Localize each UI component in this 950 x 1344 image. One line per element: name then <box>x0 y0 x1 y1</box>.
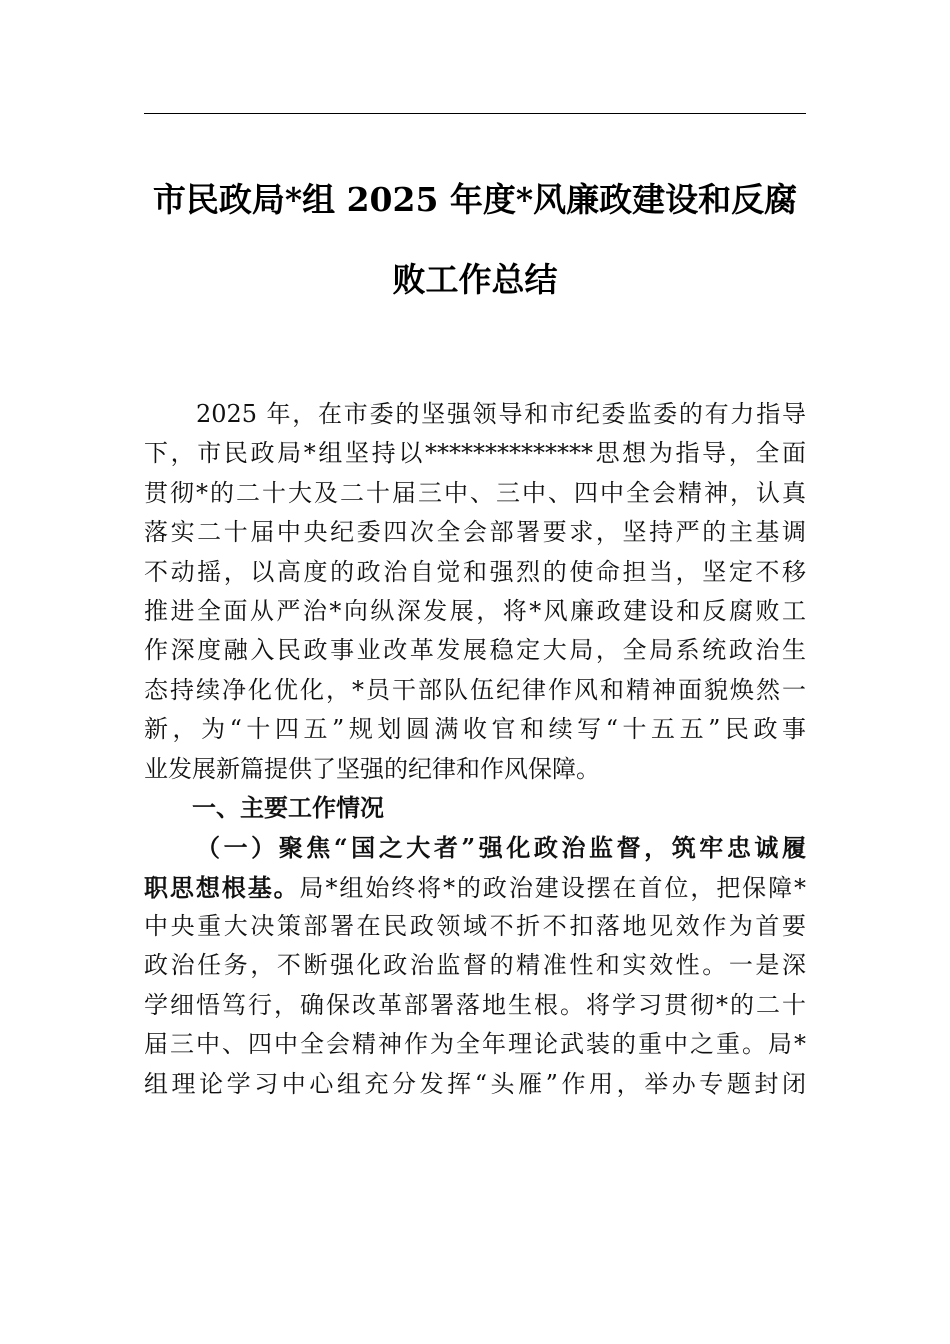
subsection-heading-tail: 职思想根基。 <box>144 872 300 902</box>
intro-line: 推进全面从严治*向纵深发展，将*风廉政建设和反腐败工 <box>144 596 806 625</box>
intro-line: 新，为“十四五”规划圆满收官和续写“十五五”民政事 <box>144 715 806 744</box>
body-line: 政治任务，不断强化政治监督的精准性和实效性。一是深 <box>144 951 806 980</box>
subsection-heading: （一）聚焦“国之大者”强化政治监督，筑牢忠诚履 <box>196 833 806 863</box>
intro-line: 作深度融入民政事业改革发展稳定大局，全局系统政治生 <box>144 636 806 665</box>
intro-line: 2025 年，在市委的坚强领导和市纪委监委的有力指导 <box>196 400 806 428</box>
title-line: 市民政局*组 2025 年度*风廉政建设和反腐 <box>152 180 798 219</box>
body-line: 学细悟笃行，确保改革部署落地生根。将学习贯彻*的二十 <box>144 990 806 1019</box>
intro-line: 不动摇，以高度的政治自觉和强烈的使命担当，坚定不移 <box>144 557 806 586</box>
section-heading: 一、主要工作情况 <box>192 793 384 822</box>
body-line-tail: 局*组始终将*的政治建设摆在首位，把保障* <box>299 873 807 902</box>
header-rule <box>144 113 806 114</box>
body-line <box>144 868 806 907</box>
body-line: 组理论学习中心组充分发挥“头雁”作用，举办专题封闭 <box>144 1069 806 1098</box>
intro-line: 落实二十届中央纪委四次全会部署要求，坚持严的主基调 <box>144 518 806 547</box>
intro-line: 态持续净化优化，*员干部队伍纪律作风和精神面貌焕然一 <box>144 675 806 704</box>
title-line: 败工作总结 <box>392 260 558 299</box>
intro-line: 业发展新篇提供了坚强的纪律和作风保障。 <box>144 754 600 783</box>
document-body <box>144 395 806 1104</box>
intro-line: 贯彻*的二十大及二十届三中、三中、四中全会精神，认真 <box>144 478 806 507</box>
document-title <box>144 160 806 320</box>
body-line: 届三中、四中全会精神作为全年理论武装的重中之重。局* <box>144 1030 806 1059</box>
body-line: 中央重大决策部署在民政领域不折不扣落地见效作为首要 <box>144 912 806 941</box>
intro-line: 下，市民政局*组坚持以**************思想为指导，全面 <box>144 439 806 468</box>
